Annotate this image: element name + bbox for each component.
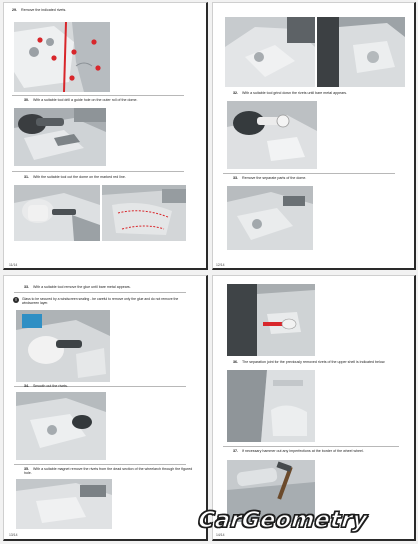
page-number: 13/14: [9, 533, 18, 537]
photo-cut-dome-left: [14, 185, 100, 241]
photo-cut-dome-right: [102, 185, 186, 241]
photo-drill-guide-hole: [14, 108, 106, 166]
manual-page-4: [212, 275, 416, 541]
step-33: 33. With a suitable tool remove the glue until bare metal appears.: [24, 285, 131, 289]
step-29: 29. Remove the indicated rivets.: [12, 8, 67, 12]
step-32: 32. With a suitable tool grind down the rivets until bare metal appears.: [233, 91, 348, 95]
page-number: 11/14: [9, 263, 18, 267]
photo-remove-dome-parts: [227, 186, 313, 250]
step-30: 30. With a suitable tool drill a guide hole on the outer roll of the dome.: [24, 98, 138, 102]
photo-grind-rivets: [227, 101, 317, 169]
photo-remove-glue: [16, 310, 110, 382]
photo-separation-joint: [227, 284, 315, 356]
divider: [223, 173, 395, 174]
photo-smooth-rivets: [16, 392, 106, 460]
photo-magnet-rivets: [16, 479, 112, 529]
step-36: 36. The separation joint for the previously removed rivets of the upper shell is indicated below.: [233, 360, 386, 364]
step-33: 33. Remove the separate parts of the dome.: [233, 176, 307, 180]
step-34: 34. Smooth out the rivets.: [24, 384, 68, 388]
step-35: 35. With a suitable magnet remove the rivets from the dead section of the wheelarch through the figured hole.: [24, 467, 193, 476]
warning-icon: !: [13, 297, 19, 303]
cargeometry-watermark: CarGeometry: [197, 508, 369, 533]
divider: [14, 464, 186, 465]
photo-dome-side: [317, 17, 405, 87]
step-31: 31. With the suitable tool cut the dome on the marked red line.: [24, 175, 126, 179]
divider: [12, 95, 184, 96]
divider: [223, 446, 399, 447]
manual-page-1: [3, 2, 208, 270]
photo-upper-shell: [227, 370, 315, 442]
step-37: 37. If necessary hammer out any imperfections at the border of the wheel wheel.: [233, 449, 364, 453]
warning-note: Glass to be secured by a windscreen sealing - be careful to remove only the glue and do not remove the windscreen layer.: [22, 297, 179, 306]
photo-rivets-marked: [14, 22, 110, 92]
manual-page-2: [212, 2, 416, 270]
photo-dome-interior: [225, 17, 315, 87]
manual-page-3: [3, 275, 208, 541]
divider: [14, 292, 186, 293]
page-number: 14/14: [216, 533, 225, 537]
divider: [12, 171, 184, 172]
page-number: 12/14: [216, 263, 225, 267]
